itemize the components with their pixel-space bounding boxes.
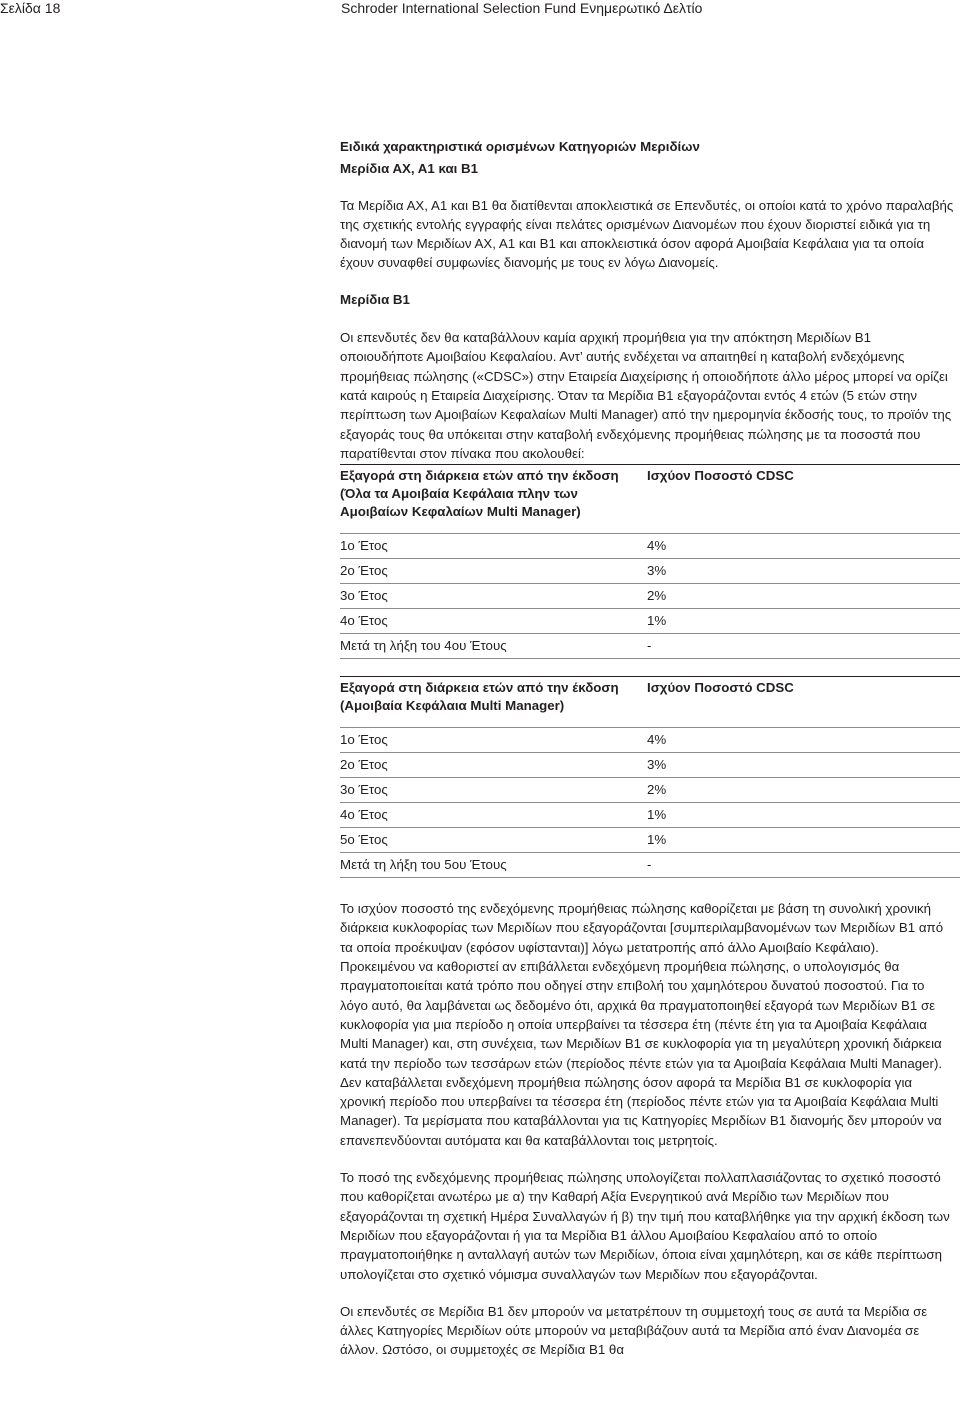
table-cell-rate: 1%: [647, 807, 667, 823]
table-cell-period: 3ο Έτος: [340, 588, 388, 604]
table-cell-rate: 2%: [647, 588, 667, 604]
table-cell-rate: 4%: [647, 538, 667, 554]
table-row: [340, 728, 960, 753]
table-cell-period: 2ο Έτος: [340, 757, 388, 773]
table-cell-period: 5ο Έτος: [340, 832, 388, 848]
b1-heading: Μερίδια Β1: [340, 291, 410, 307]
table-cell-rate: 1%: [647, 832, 667, 848]
table-header-row: [340, 677, 960, 728]
table-cell-period: 4ο Έτος: [340, 613, 388, 629]
table-row: [340, 853, 960, 878]
b1-paragraph: Οι επενδυτές δεν θα καταβάλλουν καμία αρχική προμήθεια για την απόκτηση Μεριδίων Β1 οποιουδήποτε Αμοιβαίου Κεφαλαίου. Αντ’ αυτής ενδέχεται να απαιτηθεί η καταβολή ενδεχόμενης προμήθειας πώλησης («CDSC») στην Εταιρεία Διαχείρισης ή οποιοδήποτε άλλο μέρος μπορεί να ορίζει κατά καιρούς η Εταιρεία Διαχείρισης. Όταν τα Μερίδια Β1 εξαγοράζονται εντός 4 ετών (5 ετών στην περίπτωση των Αμοιβαίων Κεφαλαίων Multi Manager) από την ημερομηνία έκδοσής τους, το προϊόν της εξαγοράς τους θα υπόκειται στην καταβολή ενδεχόμενης προμήθειας πώλησης με τα ποσοστά που παρατίθενται στον πίνακα που ακολουθεί:: [340, 330, 952, 461]
table-cell-rate: 2%: [647, 782, 667, 798]
table-cell-period: 1ο Έτος: [340, 538, 388, 554]
conversion-paragraph: Οι επενδυτές σε Μερίδια Β1 δεν μπορούν να μετατρέπουν τη συμμετοχή τους σε αυτά τα Μερίδια σε άλλες Κατηγορίες Μεριδίων ούτε μπορούν να μεταβιβάζουν αυτά τα Μερίδια από έναν Διανομέα σε άλλον. Ωστόσο, οι συμμετοχές σε Μερίδια Β1 θα: [340, 1303, 928, 1358]
cdsc-table-multi-manager: [340, 676, 960, 878]
table-cell-period: 2ο Έτος: [340, 563, 388, 579]
table-cell-period: Μετά τη λήξη του 5ου Έτους: [340, 857, 507, 873]
table-row: [340, 803, 960, 828]
table-cell-period: Μετά τη λήξη του 4ου Έτους: [340, 638, 507, 654]
table-row: [340, 778, 960, 803]
intro-paragraph: Τα Μερίδια ΑΧ, Α1 και Β1 θα διατίθενται αποκλειστικά σε Επενδυτές, οι οποίοι κατά το χρόνο παραλαβής της σχετικής εντολής εγγραφής είναι πελάτες ορισμένων Διανομέων που έχουν διοριστεί ειδικά για τη διανομή των Μεριδίων ΑΧ, Α1 και Β1 και αποκλειστικά όσον αφορά Αμοιβαία Κεφάλαια για τα οποία έχουν συναφθεί συμφωνίες διανομής με τους εν λόγω Διανομείς.: [340, 197, 954, 271]
cdsc-rate-paragraph: Το ισχύον ποσοστό της ενδεχόμενης προμήθειας πώλησης καθορίζεται με βάση τη συνολική χρονική διάρκεια κυκλοφορίας των Μεριδίων που εξαγοράζονται [συμπεριλαμβανομένων των Μεριδίων Β1 από τα οποία προέκυψαν (εφόσον υφίστανται)] λόγω μετατροπής από άλλο Αμοιβαίο Κεφάλαιο). Προκειμένου να καθοριστεί αν επιβάλλεται ενδεχόμενη προμήθεια πώλησης, ο υπολογισμός θα πραγματοποιείται κατά τρόπο που οδηγεί στην επιβολή του χαμηλότερου δυνατού ποσοστού. Για το λόγο αυτό, θα λαμβάνεται ως δεδομένο ότι, αρχικά θα πραγματοποιηθεί εξαγορά των Μεριδίων Β1 σε κυκλοφορία για μια περίοδο η οποία υπερβαίνει τα τέσσερα έτη (πέντε έτη για τα Αμοιβαία Κεφάλαια Multi Manager) και, στη συνέχεια, των Μεριδίων Β1 σε κυκλοφορία για τη μεγαλύτερη χρονική διάρκεια κατά την περίοδο των τεσσάρων ετών (περίοδος πέντε ετών για τα Αμοιβαία Κεφάλαια Multi Manager). Δεν καταβάλλεται ενδεχόμενη προμήθεια πώλησης όσον αφορά τα Μερίδια Β1 σε κυκλοφορία για χρονική περίοδο που υπερβαίνει τα τέσσερα έτη (περίοδος πέντε ετών για τα Αμοιβαία Κεφάλαια Multi Manager). Τα μερίσματα που καταβάλλονται για τις Κατηγορίες Μεριδίων Β1 διανομής δεν μπορούν να επανεπενδύονται αυτόματα και θα καταβάλλονται τοις μετρητοίς.: [340, 901, 944, 1148]
table-row: [340, 753, 960, 778]
table-row: [340, 534, 960, 559]
page-number: Σελίδα 18: [0, 0, 61, 16]
table-header-row: [340, 465, 960, 534]
table-cell-rate: 3%: [647, 563, 667, 579]
section-title: Ειδικά χαρακτηριστικά ορισμένων Κατηγοριών Μεριδίων: [340, 139, 700, 154]
table-row: [340, 634, 960, 659]
document-title: Schroder International Selection Fund Ενημερωτικό Δελτίο: [341, 0, 703, 16]
table-row: [340, 584, 960, 609]
table-header-period: Εξαγορά στη διάρκεια ετών από την έκδοση (Όλα τα Αμοιβαία Κεφάλαια πλην των Αμοιβαίων Κεφαλαίων Multi Manager): [340, 468, 619, 520]
table-cell-period: 3ο Έτος: [340, 782, 388, 798]
table-header-rate: Ισχύον Ποσοστό CDSC: [647, 468, 794, 484]
table-header-period: Εξαγορά στη διάρκεια ετών από την έκδοση (Αμοιβαία Κεφάλαια Multi Manager): [340, 680, 619, 714]
table-cell-rate: 4%: [647, 732, 667, 748]
table-cell-period: 4ο Έτος: [340, 807, 388, 823]
table-row: [340, 609, 960, 634]
table-header-rate: Ισχύον Ποσοστό CDSC: [647, 680, 794, 696]
table-cell-rate: -: [647, 638, 652, 654]
table-row: [340, 559, 960, 584]
section-subtitle: Μερίδια ΑΧ, Α1 και Β1: [340, 161, 479, 177]
table-row: [340, 828, 960, 853]
table-cell-rate: 3%: [647, 757, 667, 773]
table-cell-rate: -: [647, 857, 652, 873]
cdsc-amount-paragraph: Το ποσό της ενδεχόμενης προμήθειας πώλησης υπολογίζεται πολλαπλασιάζοντας το σχετικό ποσοστό που καθορίζεται ανωτέρω με α) την Καθαρή Αξία Ενεργητικού ανά Μερίδιο των Μεριδίων που εξαγοράζονται τη σχετική Ημέρα Συναλλαγών ή β) την τιμή που καταβλήθηκε για την αρχική έκδοση των Μεριδίων που εξαγοράζονται ή για τα Μερίδια Β1 άλλου Αμοιβαίου Κεφαλαίου από το οποίο πραγματοποιήθηκε η ανταλλαγή αυτών των Μεριδίων, όποια είναι χαμηλότερη, και σε κάθε περίπτωση υπολογίζεται στο σχετικό νόμισμα συναλλαγών των Μεριδίων που εξαγοράζονται.: [340, 1170, 950, 1282]
cdsc-table-general: [340, 464, 960, 659]
main-content: [340, 137, 955, 1360]
table-cell-period: 1ο Έτος: [340, 732, 388, 748]
table-cell-rate: 1%: [647, 613, 667, 629]
